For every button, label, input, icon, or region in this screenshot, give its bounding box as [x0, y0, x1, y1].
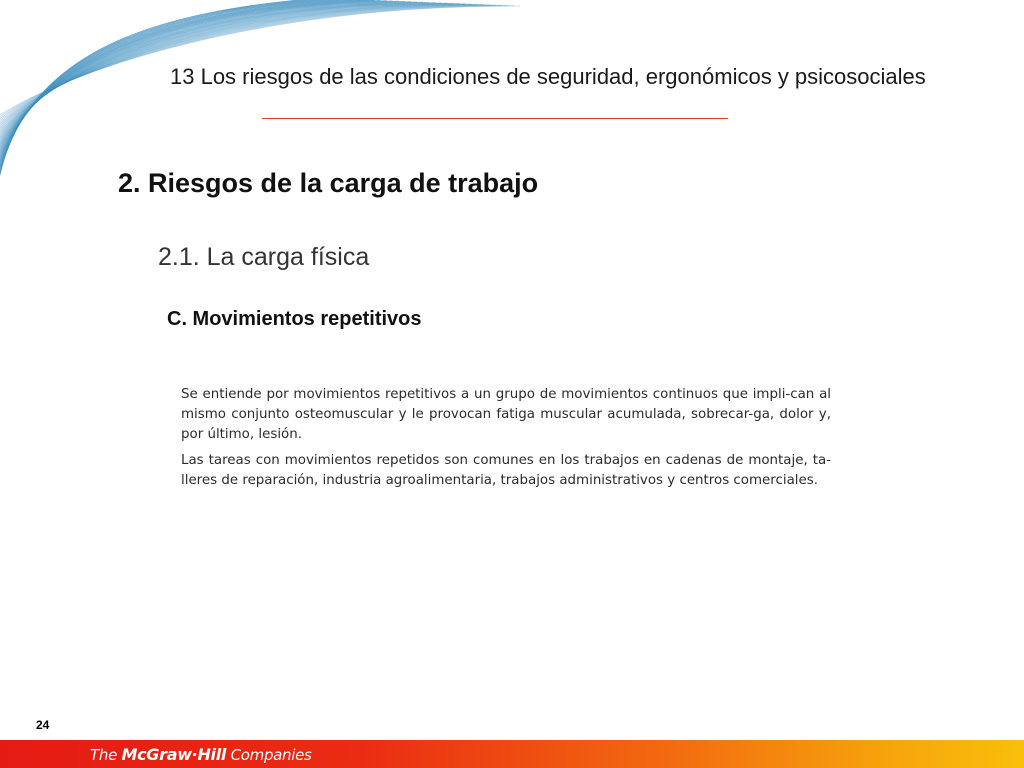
- title-underline: [262, 118, 728, 119]
- logo-brand: McGraw·Hill: [121, 745, 227, 764]
- footer-bar: [0, 740, 1024, 768]
- topic-heading: C. Movimientos repetitivos: [167, 308, 422, 330]
- chapter-title: 13 Los riesgos de las condiciones de seguridad, ergonómicos y psicosociales: [170, 64, 926, 89]
- section-heading: 2. Riesgos de la carga de trabajo: [118, 168, 539, 198]
- body-text: [181, 385, 831, 497]
- page-number: 24: [36, 718, 50, 732]
- subsection-heading: 2.1. La carga física: [158, 243, 370, 271]
- paragraph-definition: Se entiende por movimientos repetitivos a un grupo de movimientos continuos que impli-can al mismo conjunto osteomuscular y le provocan fatiga muscular acumulada, sobrecar-ga, dolor y, por último, lesión.: [181, 387, 831, 442]
- publisher-logo: [90, 745, 312, 764]
- paragraph-examples: Las tareas con movimientos repetidos son comunes en los trabajos en cadenas de montaje, ta-lleres de reparación, industria agroalimentaria, trabajos administrativos y centros comerciales.: [181, 453, 831, 488]
- logo-prefix: The: [90, 746, 122, 764]
- logo-suffix: Companies: [226, 746, 312, 764]
